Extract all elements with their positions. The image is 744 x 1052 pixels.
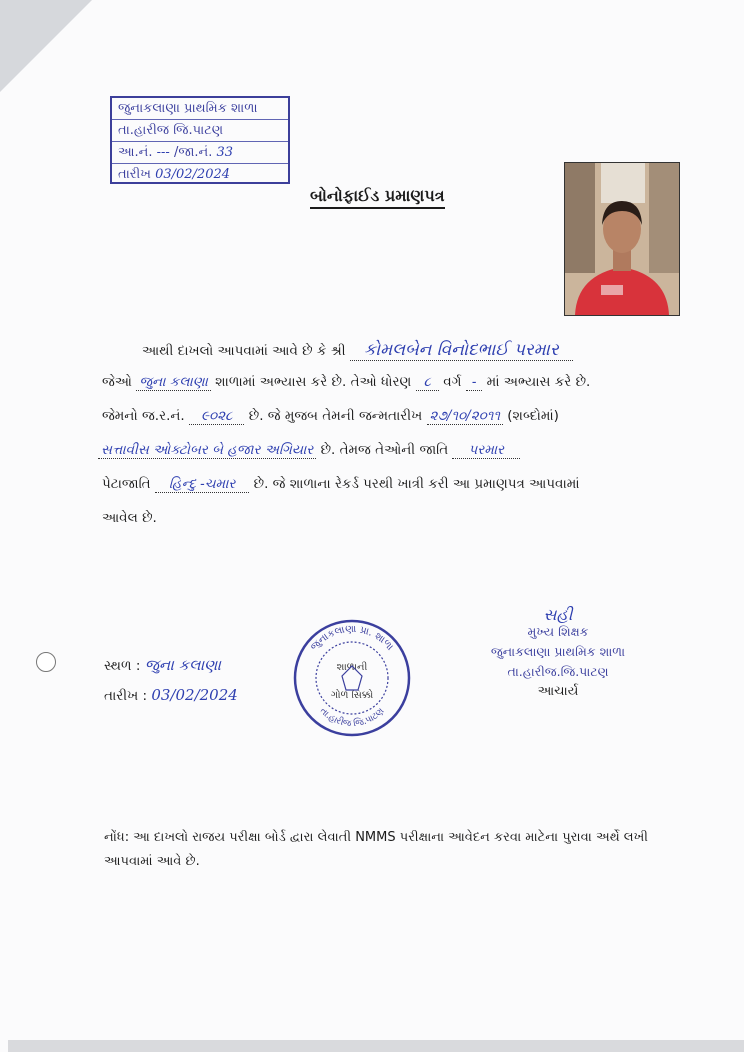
principal-label: આચાર્ય	[537, 684, 579, 699]
p3-mid-text: છે. જે મુજબ તેમની જન્મતારીખ	[248, 408, 423, 424]
punch-hole	[36, 652, 56, 672]
footer-note: નોંધ: આ દાખલો રાજય પરીક્ષા બોર્ડ દ્વારા લેવાતી NMMS પરીક્ષાના આવેદન કરવા માટેના પુરાવા અર્થે લખી આપવામાં આવે છે.	[104, 830, 649, 869]
signature-address: તા.હારીજ.જિ.પાટણ	[507, 664, 609, 679]
folded-corner	[0, 0, 92, 92]
p5-end-text: છે. જે શાળાના રેકર્ડ પરથી ખાત્રી કરી આ પ્રમાણપત્ર આપવામાં	[253, 476, 580, 492]
p2-mid-text: શાળામાં અભ્યાસ કરે છે. તેઓ ધોરણ	[215, 374, 412, 390]
school-stamp	[110, 96, 290, 184]
page-bottom-edge	[8, 1040, 744, 1052]
body-line-1	[142, 340, 573, 360]
words-label: (શબ્દોમાં)	[507, 408, 559, 424]
school-name-value: જુના કલાણા	[136, 374, 211, 391]
place-label: સ્થળ :	[104, 658, 141, 674]
gr-label: જેમનો જ.ર.નં.	[102, 408, 185, 424]
dob-value: ૨૭/૧૦/૨૦૧૧	[427, 408, 503, 425]
stamp-in-no-value: 33	[216, 145, 234, 160]
stamp-date-row	[112, 164, 288, 185]
seal-center-line2: ગોળ સિક્કો	[330, 690, 374, 701]
date-value: 03/02/2024	[151, 686, 238, 704]
body-line-5	[102, 476, 580, 492]
place-value: જુના કલાણા	[144, 656, 221, 674]
seal-center-line1: શાળાની	[336, 662, 368, 673]
p2-end-text: માં અભ્યાસ કરે છે.	[486, 374, 591, 390]
signature-title: મુખ્ય શિક્ષક	[527, 624, 589, 639]
student-photo-image	[565, 163, 679, 315]
signature-scribble: સહી	[543, 605, 573, 624]
student-name-value: કોમલબેન વિનોદભાઈ પરમાર	[350, 340, 573, 361]
body-line-2	[102, 374, 590, 390]
standard-value: ૮	[416, 374, 439, 391]
body-line-6: આવેલ છે.	[102, 510, 157, 526]
caste-value: પરમાર	[452, 442, 520, 459]
date-row	[104, 686, 238, 704]
date-label: તારીખ :	[104, 688, 148, 704]
stamp-out-no-value: ---	[156, 145, 170, 160]
dob-words-value: સત્તાવીસ ઓક્ટોબર બે હજાર અગિયાર	[98, 442, 316, 459]
page-title: બોનોફાઈડ પ્રમાણપત્ર	[310, 186, 445, 209]
school-round-seal	[292, 618, 412, 738]
class-label: વર્ગ	[443, 374, 462, 390]
intro-text: આથી દાખલો આપવામાં આવે છે કે શ્રી	[142, 343, 346, 359]
place-row	[104, 656, 221, 674]
division-value: -	[466, 374, 483, 391]
principal-signature-block	[478, 606, 638, 699]
stamp-date-label: તારીખ	[118, 167, 151, 182]
p4-mid-text: છે. તેમજ તેઓની જાતિ	[320, 442, 449, 458]
stamp-out-no-label: આ.નં.	[118, 145, 153, 160]
subcaste-label: પેટાજાતિ	[102, 476, 151, 492]
body-line-3	[102, 408, 559, 424]
stamp-school-name: જુનાકલાણા પ્રાથમિક શાળા	[112, 98, 288, 120]
stamp-number-row	[112, 142, 288, 164]
stamp-address: તા.હારીજ જિ.પાટણ	[112, 120, 288, 142]
body-line-4	[98, 442, 520, 458]
stamp-in-no-label: /જા.નં.	[173, 145, 213, 160]
signature-school: જુનાકલાણા પ્રાથમિક શાળા	[490, 644, 626, 659]
svg-text:તા.હારીજ જિ.પાટણ	[318, 706, 387, 729]
subcaste-value: હિન્દુ -ચમાર	[155, 476, 249, 493]
seal-ring-bottom: તા.હારીજ જિ.પાટણ	[317, 706, 387, 730]
student-photo	[564, 162, 680, 316]
p2-prefix: જેઓ	[102, 374, 132, 390]
gr-no-value: ૯૦૨૮	[189, 408, 244, 425]
seal-ring-top: જુનાકલાણા પ્રા. શાળા	[308, 623, 396, 653]
stamp-date-value: 03/02/2024	[155, 167, 231, 182]
